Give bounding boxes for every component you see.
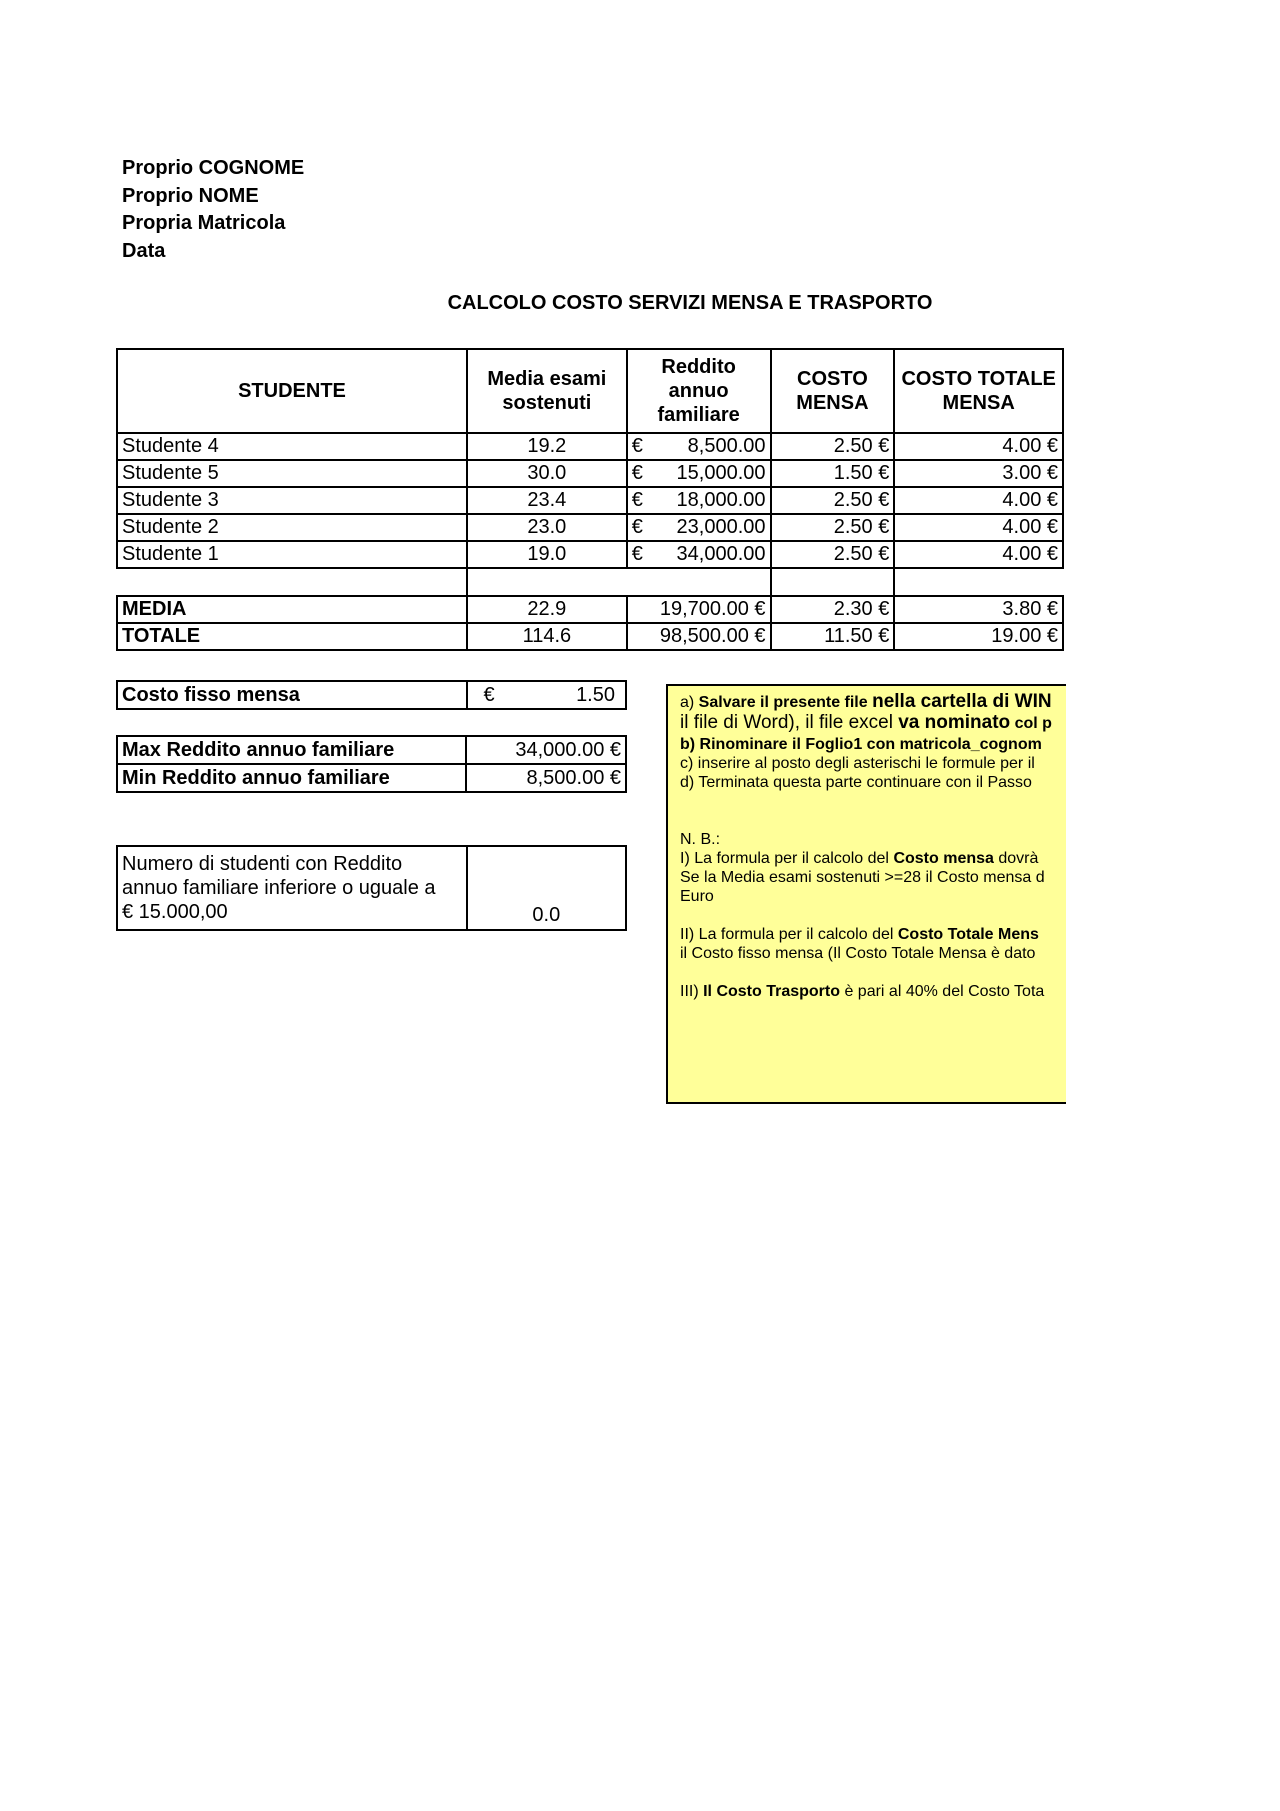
table-row <box>117 514 1063 541</box>
note-line-d: d) Terminata questa parte continuare con il Passo <box>680 774 1032 791</box>
page-title: CALCOLO COSTO SERVIZI MENSA E TRASPORTO <box>447 292 933 314</box>
table-row-media <box>117 596 1063 623</box>
cell-totale-totale[interactable]: 19.00 € <box>894 623 1063 650</box>
cell-costo-totale[interactable]: 4.00 € <box>894 487 1063 514</box>
cell-reddito[interactable] <box>627 433 771 460</box>
note-line-b: b) Rinominare il Foglio1 con matricola_cognom <box>680 736 1042 753</box>
min-reddito-value[interactable]: 8,500.00 € <box>466 764 626 792</box>
table-row-totale <box>117 623 1063 650</box>
cell-reddito[interactable] <box>627 460 771 487</box>
cell-totale-reddito[interactable]: 98,500.00 € <box>627 623 771 650</box>
cell-media-costo[interactable]: 2.30 € <box>771 596 895 623</box>
count-label-line: annuo familiare inferiore o uguale a <box>122 877 436 899</box>
cell-media-totale[interactable]: 3.80 € <box>894 596 1063 623</box>
cell-costo-mensa[interactable]: 2.50 € <box>771 514 895 541</box>
euro-symbol: € <box>483 683 495 706</box>
cell-costo-totale[interactable]: 4.00 € <box>894 541 1063 568</box>
empty-cell <box>117 568 467 596</box>
max-reddito-value[interactable]: 34,000.00 € <box>466 736 626 764</box>
max-reddito-label: Max Reddito annuo familiare <box>117 736 466 764</box>
reddito-value: 34,000.00 <box>676 543 766 565</box>
label-matricola: Propria Matricola <box>122 212 286 234</box>
cell-studente[interactable]: Studente 4 <box>117 433 467 460</box>
reddito-value: 18,000.00 <box>676 489 766 511</box>
cell-media-reddito[interactable]: 19,700.00 € <box>627 596 771 623</box>
note-line-nb: N. B.: <box>680 831 721 848</box>
table-row <box>117 487 1063 514</box>
cell-media-media[interactable]: 22.9 <box>467 596 627 623</box>
note-line-a2: il file di Word), il file excel va nominato col p <box>680 712 1052 733</box>
costo-fisso-value[interactable] <box>467 681 626 709</box>
count-table <box>116 845 627 931</box>
cell-reddito[interactable] <box>627 514 771 541</box>
cell-media[interactable]: 23.0 <box>467 514 627 541</box>
euro-symbol: € <box>631 462 643 484</box>
cell-media[interactable]: 30.0 <box>467 460 627 487</box>
col-header-studente: STUDENTE <box>117 349 467 433</box>
empty-cell <box>467 568 627 596</box>
count-value[interactable]: 0.0 <box>467 846 626 930</box>
costo-fisso-number: 1.50 <box>576 683 615 706</box>
label-cognome: Proprio COGNOME <box>122 157 305 179</box>
cell-studente[interactable]: Studente 5 <box>117 460 467 487</box>
cell-studente[interactable]: Studente 1 <box>117 541 467 568</box>
note-line-i: I) La formula per il calcolo del Costo mensa dovrà <box>680 850 1039 867</box>
cell-reddito[interactable] <box>627 487 771 514</box>
cell-totale-media[interactable]: 114.6 <box>467 623 627 650</box>
label-nome: Proprio NOME <box>122 185 259 207</box>
costo-fisso-table <box>116 680 627 710</box>
euro-symbol: € <box>631 435 643 457</box>
costo-fisso-label: Costo fisso mensa <box>117 681 467 709</box>
empty-cell <box>894 568 1063 596</box>
cell-totale-costo[interactable]: 11.50 € <box>771 623 895 650</box>
note-line-i2: Se la Media esami sostenuti >=28 il Costo mensa d <box>680 869 1045 886</box>
cell-costo-totale[interactable]: 3.00 € <box>894 460 1063 487</box>
table-header-row <box>117 349 1063 433</box>
col-header-media: Media esami sostenuti <box>467 349 627 433</box>
note-line-ii2: il Costo fisso mensa (Il Costo Totale Mensa è dato <box>680 945 1036 962</box>
cell-media-label[interactable]: MEDIA <box>117 596 467 623</box>
cell-costo-totale[interactable]: 4.00 € <box>894 514 1063 541</box>
cell-media[interactable]: 23.4 <box>467 487 627 514</box>
euro-symbol: € <box>631 516 643 538</box>
cell-media[interactable]: 19.2 <box>467 433 627 460</box>
empty-cell <box>771 568 895 596</box>
cell-media[interactable]: 19.0 <box>467 541 627 568</box>
count-label-line: Numero di studenti con Reddito <box>122 853 403 875</box>
note-line-a: a) Salvare il presente file nella cartella di WIN <box>680 691 1052 712</box>
col-header-reddito: Reddito annuo familiare <box>627 349 771 433</box>
instructions-note <box>666 684 1066 1104</box>
table-row <box>117 541 1063 568</box>
note-line-i3: Euro <box>680 888 714 905</box>
reddito-value: 8,500.00 <box>687 435 766 457</box>
cell-costo-mensa[interactable]: 2.50 € <box>771 433 895 460</box>
note-line-c: c) inserire al posto degli asterischi le formule per il <box>680 755 1035 772</box>
table-spacer-row <box>117 568 1063 596</box>
euro-symbol: € <box>631 543 643 565</box>
students-table <box>116 348 1064 651</box>
table-row <box>117 460 1063 487</box>
note-line-ii: II) La formula per il calcolo del Costo Totale Mens <box>680 926 1039 943</box>
reddito-value: 23,000.00 <box>676 516 766 538</box>
cell-costo-mensa[interactable]: 1.50 € <box>771 460 895 487</box>
cell-costo-mensa[interactable]: 2.50 € <box>771 487 895 514</box>
cell-reddito[interactable] <box>627 541 771 568</box>
table-row <box>117 433 1063 460</box>
empty-cell <box>627 568 771 596</box>
cell-studente[interactable]: Studente 3 <box>117 487 467 514</box>
cell-studente[interactable]: Studente 2 <box>117 514 467 541</box>
reddito-value: 15,000.00 <box>676 462 766 484</box>
cell-costo-mensa[interactable]: 2.50 € <box>771 541 895 568</box>
min-reddito-label: Min Reddito annuo familiare <box>117 764 466 792</box>
cell-totale-label[interactable]: TOTALE <box>117 623 467 650</box>
count-label <box>117 846 467 930</box>
col-header-costo-totale: COSTO TOTALE MENSA <box>894 349 1063 433</box>
col-header-costo-mensa: COSTO MENSA <box>771 349 895 433</box>
euro-symbol: € <box>631 489 643 511</box>
count-label-line: € 15.000,00 <box>122 901 228 923</box>
label-data: Data <box>122 240 166 262</box>
cell-costo-totale[interactable]: 4.00 € <box>894 433 1063 460</box>
reddito-stats-table <box>116 735 627 793</box>
note-line-iii: III) Il Costo Trasporto è pari al 40% del Costo Tota <box>680 983 1045 1000</box>
